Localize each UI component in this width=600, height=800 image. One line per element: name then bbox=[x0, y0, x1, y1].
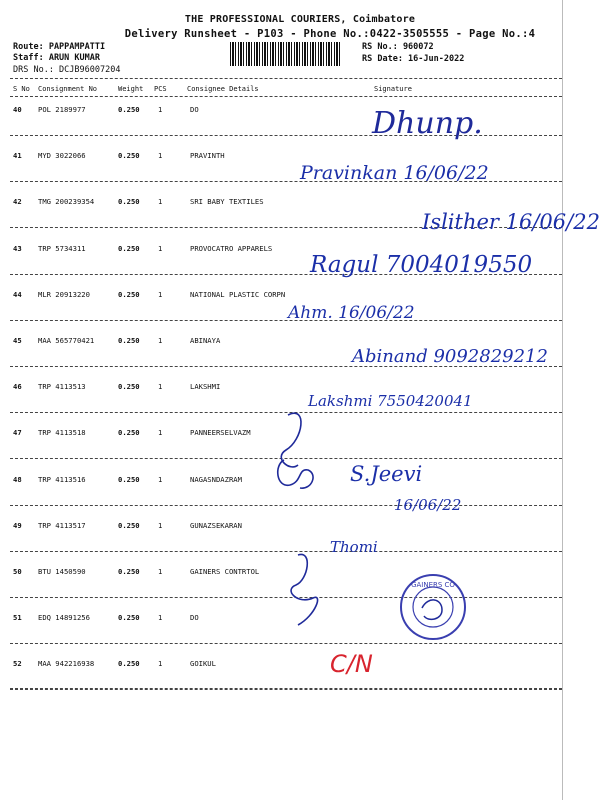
row-45-weight: 0.250 bbox=[118, 336, 140, 345]
row-47-weight: 0.250 bbox=[118, 428, 140, 438]
row-52-pcs: 1 bbox=[158, 659, 163, 669]
signature-43: Ragul 7004019550 bbox=[310, 252, 533, 278]
drs-label: DRS No.: DCJB96007204 bbox=[13, 65, 121, 75]
row-45-consignee: ABINAYA bbox=[190, 336, 221, 345]
row-50-cons: BTU 1450590 bbox=[38, 567, 86, 576]
rs-date: RS Date: 16-Jun-2022 bbox=[362, 54, 465, 64]
row-44-sno: 44 bbox=[13, 289, 22, 299]
row-43-cons: TRP 5734311 bbox=[38, 243, 86, 253]
row-divider bbox=[10, 689, 562, 690]
row-51-weight: 0.250 bbox=[118, 613, 140, 623]
rs-number: RS No.: 960072 bbox=[362, 42, 434, 52]
row-52-consignee: GOIKUL bbox=[190, 659, 216, 669]
row-46-pcs: 1 bbox=[158, 382, 163, 392]
col-pcs: PCS bbox=[154, 85, 167, 93]
route-label: Route: PAPPAMPATTI bbox=[13, 42, 106, 52]
row-46-weight: 0.250 bbox=[118, 382, 140, 392]
row-44-cons: MLR 20913220 bbox=[38, 289, 90, 299]
row-43-sno: 43 bbox=[13, 243, 22, 253]
row-52-sno: 52 bbox=[13, 659, 22, 669]
row-44-pcs: 1 bbox=[158, 289, 163, 299]
row-48-pcs: 1 bbox=[158, 474, 163, 484]
stamp-scribble bbox=[422, 600, 442, 619]
col-consignment: Consignment No bbox=[38, 85, 98, 93]
row-40-pcs: 1 bbox=[158, 105, 163, 114]
stamp-text: GAINERS CO bbox=[411, 581, 455, 589]
header-rule bbox=[10, 78, 562, 79]
row-51-cons: EDQ 14891256 bbox=[38, 613, 90, 623]
cn-mark: C/N bbox=[330, 650, 373, 678]
row-49-cons: TRP 4113517 bbox=[38, 520, 86, 530]
row-45-sno: 45 bbox=[13, 336, 22, 345]
row-43-pcs: 1 bbox=[158, 243, 163, 253]
row-48-cons: TRP 4113516 bbox=[38, 474, 86, 484]
signature-50: Thomi bbox=[330, 538, 378, 556]
company-title: THE PROFESSIONAL COURIERS, Coimbatore bbox=[184, 14, 416, 25]
stamp-inner-ring bbox=[413, 587, 453, 627]
signature-41: Pravinkan 16/06/22 bbox=[300, 162, 489, 184]
signature-48: S.Jeevi bbox=[350, 462, 423, 486]
row-43-consignee: PROVOCATRO APPARELS bbox=[190, 243, 273, 253]
column-rule bbox=[10, 96, 562, 97]
row-50-consignee: GAINERS CONTRTOL bbox=[190, 567, 260, 576]
barcode bbox=[230, 42, 342, 66]
row-47-consignee: PANNEERSELVAZM bbox=[190, 428, 251, 438]
col-sno: S No bbox=[13, 85, 30, 93]
row-48-consignee: NAGASNDAZRAM bbox=[190, 474, 242, 484]
row-45-pcs: 1 bbox=[158, 336, 163, 345]
col-signature: Signature bbox=[374, 85, 412, 93]
row-46-consignee: LAKSHMI bbox=[190, 382, 221, 392]
row-47-pcs: 1 bbox=[158, 428, 163, 438]
row-45-cons: MAA 565770421 bbox=[38, 336, 95, 345]
row-40-cons: POL 2189977 bbox=[38, 105, 86, 114]
footer-rule bbox=[10, 688, 562, 689]
row-40-consignee: DO bbox=[190, 105, 199, 114]
row-51-sno: 51 bbox=[13, 613, 22, 623]
row-49-sno: 49 bbox=[13, 520, 22, 530]
staff-label: Staff: ARUN KUMAR bbox=[13, 53, 100, 63]
signature-loops bbox=[268, 400, 338, 650]
row-41-consignee: PRAVINTH bbox=[190, 151, 225, 161]
row-42-consignee: SRI BABY TEXTILES bbox=[190, 197, 264, 207]
row-42-pcs: 1 bbox=[158, 197, 163, 207]
row-41-cons: MYD 3022066 bbox=[38, 151, 86, 161]
row-49-pcs: 1 bbox=[158, 520, 163, 530]
signature-45: Abinand 9092829212 bbox=[352, 346, 548, 367]
col-consignee: Consignee Details bbox=[187, 85, 259, 93]
col-weight: Weight bbox=[118, 85, 144, 93]
row-52-cons: MAA 942216938 bbox=[38, 659, 95, 669]
row-48-weight: 0.250 bbox=[118, 474, 140, 484]
signature-42: Islither 16/06/22 bbox=[422, 210, 600, 234]
date-48: 16/06/22 bbox=[394, 496, 462, 514]
row-50-sno: 50 bbox=[13, 567, 22, 576]
row-41-weight: 0.250 bbox=[118, 151, 140, 161]
row-44-consignee: NATIONAL PLASTIC CORPN bbox=[190, 289, 286, 299]
row-42-weight: 0.250 bbox=[118, 197, 140, 207]
row-46-cons: TRP 4113513 bbox=[38, 382, 86, 392]
row-42-sno: 42 bbox=[13, 197, 22, 207]
loop-47 bbox=[281, 413, 301, 467]
row-51-pcs: 1 bbox=[158, 613, 163, 623]
row-41-sno: 41 bbox=[13, 151, 22, 161]
page-edge-line bbox=[562, 0, 563, 800]
signature-44: Ahm. 16/06/22 bbox=[288, 303, 415, 323]
row-44-weight: 0.250 bbox=[118, 289, 140, 299]
loop-50 bbox=[291, 554, 318, 625]
row-43-weight: 0.250 bbox=[118, 243, 140, 253]
row-47-sno: 47 bbox=[13, 428, 22, 438]
company-stamp bbox=[398, 572, 468, 642]
row-50-weight: 0.250 bbox=[118, 567, 140, 576]
row-42-cons: TMG 200239354 bbox=[38, 197, 95, 207]
loop-48 bbox=[278, 460, 313, 488]
row-50-pcs: 1 bbox=[158, 567, 163, 576]
runsheet-title: Delivery Runsheet - P103 - Phone No.:0422-3505555 - Page No.:4 bbox=[124, 28, 536, 40]
row-divider bbox=[10, 320, 562, 321]
row-49-weight: 0.250 bbox=[118, 520, 140, 530]
row-41-pcs: 1 bbox=[158, 151, 163, 161]
row-40-weight: 0.250 bbox=[118, 105, 140, 114]
row-52-weight: 0.250 bbox=[118, 659, 140, 669]
row-51-consignee: DO bbox=[190, 613, 199, 623]
row-48-sno: 48 bbox=[13, 474, 22, 484]
signature-46: Lakshmi 7550420041 bbox=[308, 392, 473, 410]
row-46-sno: 46 bbox=[13, 382, 22, 392]
row-47-cons: TRP 4113518 bbox=[38, 428, 86, 438]
signature-40: Dhunp. bbox=[372, 106, 483, 141]
row-40-sno: 40 bbox=[13, 105, 22, 114]
row-49-consignee: GUNAZSEKARAN bbox=[190, 520, 242, 530]
